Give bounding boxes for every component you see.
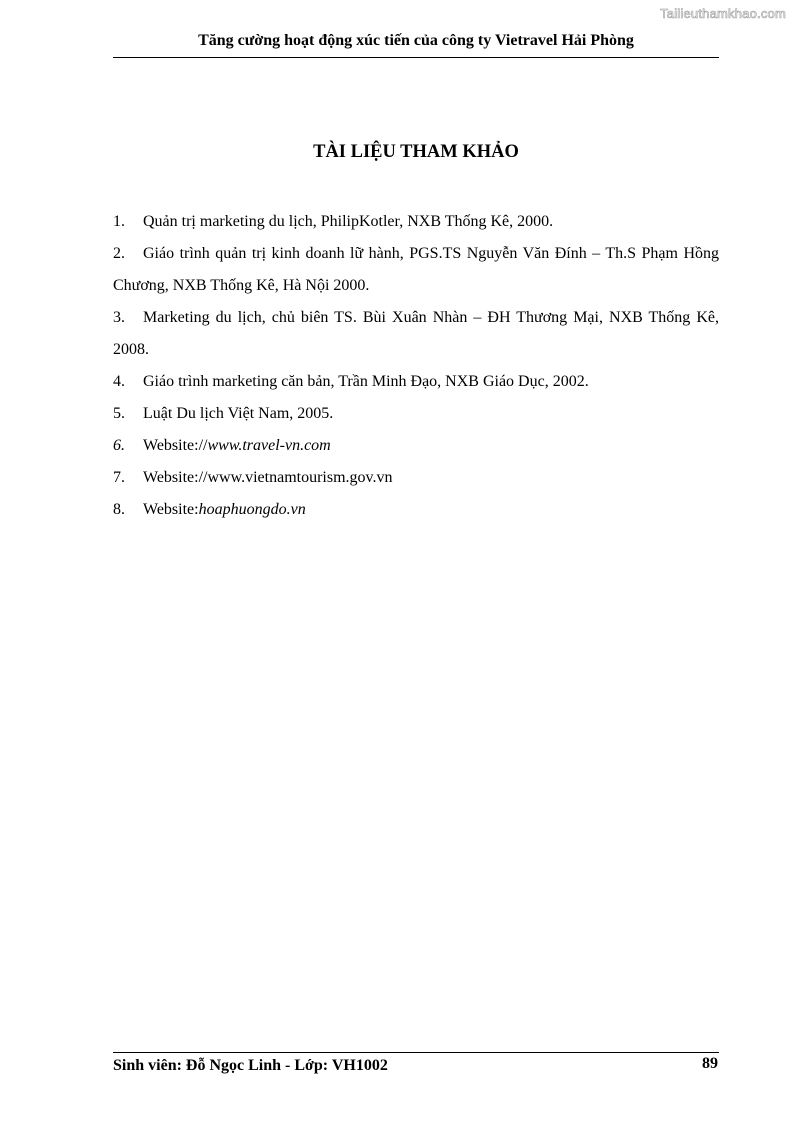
reference-text-prefix: Website:// — [143, 437, 208, 454]
reference-text: Luật Du lịch Việt Nam, 2005. — [143, 405, 334, 422]
reference-number: 6. — [113, 437, 125, 454]
reference-item-3 — [113, 302, 719, 366]
reference-item-4 — [113, 366, 719, 398]
reference-item-2 — [113, 238, 719, 302]
footer-student-info: Sinh viên: Đỗ Ngọc Linh - Lớp: VH1002 — [113, 1057, 388, 1074]
reference-link[interactable]: hoaphuongdo.vn — [198, 501, 306, 518]
reference-link[interactable]: www.travel-vn.com — [207, 437, 331, 454]
reference-item-5 — [113, 398, 719, 430]
reference-text-prefix: Website: — [143, 501, 199, 518]
watermark: Tailieuthamkhao.com — [660, 6, 786, 21]
reference-item-6 — [113, 430, 719, 462]
reference-text: Giáo trình marketing căn bản, Trần Minh Đạo, NXB Giáo Dục, 2002. — [143, 373, 589, 390]
reference-number: 2. — [113, 245, 125, 262]
reference-number: 8. — [113, 501, 125, 518]
reference-item-1 — [113, 206, 719, 238]
reference-number: 4. — [113, 373, 125, 390]
footer-divider — [113, 1052, 719, 1053]
reference-text: Marketing du lịch, chủ biên TS. Bùi Xuân Nhàn – ĐH Thương Mại, NXB Thống Kê, 2008. — [113, 309, 719, 358]
running-header: Tăng cường hoạt động xúc tiến của công ty Vietravel Hải Phòng — [198, 32, 634, 49]
reference-number: 5. — [113, 405, 125, 422]
reference-text: Giáo trình quản trị kinh doanh lữ hành, PGS.TS Nguyễn Văn Đính – Th.S Phạm Hồng Chương, NXB Thống Kê, Hà Nội 2000. — [113, 245, 719, 294]
reference-item-8 — [113, 494, 719, 526]
reference-text: Quản trị marketing du lịch, PhilipKotler, NXB Thống Kê, 2000. — [143, 213, 554, 230]
reference-text: Website://www.vietnamtourism.gov.vn — [143, 469, 393, 486]
reference-number: 1. — [113, 213, 125, 230]
reference-number: 7. — [113, 469, 125, 486]
page-title: TÀI LIỆU THAM KHẢO — [313, 142, 519, 162]
reference-number: 3. — [113, 309, 125, 326]
page-number: 89 — [702, 1055, 718, 1072]
header-divider — [113, 57, 719, 58]
reference-item-7 — [113, 462, 719, 494]
